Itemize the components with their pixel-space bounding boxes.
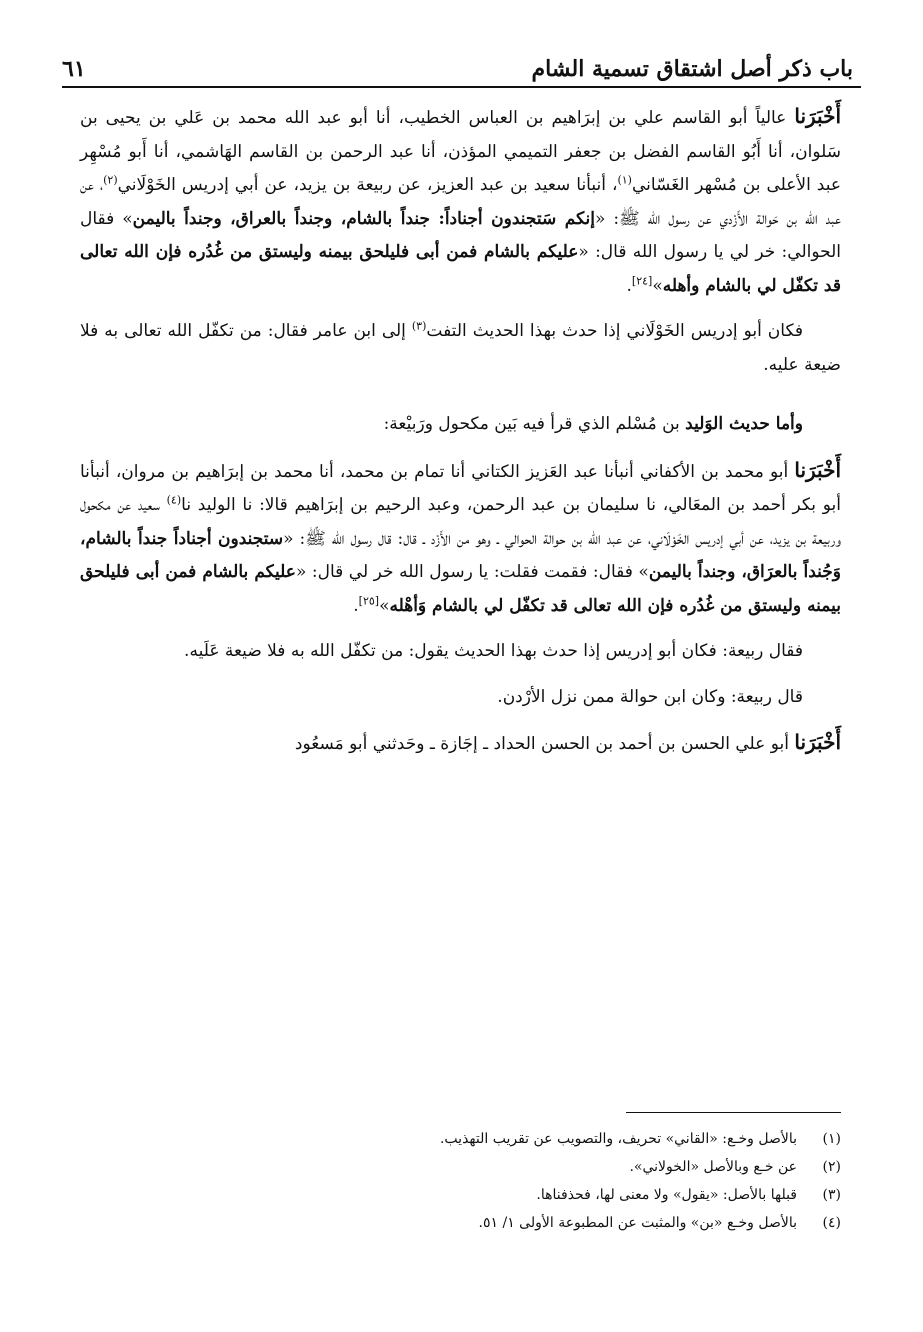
text-segment: ، أنبأنا سعيد بن عبد العزيز، عن ربيعة بن يزيد، عن أبي إدريس الخَوْلَاني [117, 175, 618, 195]
footnote-marker: (٣) [411, 319, 427, 333]
text-segment: ، عن عبد اللّٰه بن حَوالة الأَزْدي عن رسول الله ﷺ: « [80, 175, 842, 229]
footnote-number: (٣) [822, 1187, 841, 1203]
footnote-item [82, 1209, 841, 1237]
main-text [80, 100, 841, 762]
footnote-item [82, 1181, 841, 1209]
text-segment: أبو محمد بن الأكفاني أنبأنا عبد العَزيز الكتاني أنا تمام بن محمد، أنا محمد بن إبرَاهيم بن مروان، أنبأنا أبو بكر أحمد بن المعَالي، نا سليمان بن عبد الرحمن، وعبد الرحيم بن إبرَاهيم قالا: نا الوليد نا [80, 461, 841, 515]
reference-number: [٢٥] [358, 593, 380, 607]
text-segment: » فقال: فقمت فقلت: يا رسول الله خر لي قال: « [295, 562, 649, 582]
footnote-number: (٢) [822, 1159, 841, 1175]
footnote-item [82, 1153, 841, 1181]
paragraph-5 [80, 635, 841, 669]
keyword-akhbarana: أَخْبَرَنا [794, 730, 841, 754]
text-segment: » فقال الحوالي: خر لي يا رسول الله قال: « [80, 208, 842, 262]
header-divider [62, 86, 861, 88]
paragraph-7 [80, 726, 841, 762]
text-segment: فكان أبو إدريس الخَوْلَاني إذا حدث بهذا الحديث التفت [426, 321, 803, 341]
hadith-bold-text: ستجندون أجناداً جنداً بالشام، وَجُنداً بالعرَاق، وجنداً باليمن [80, 528, 841, 582]
text-segment: » [652, 275, 663, 296]
text-segment: سعيد عن مكحول وربيعة بن يزيد، عن أبي إدريس الخَوْلَاني، عن عبد اللّٰه بن حوالة الحوالي ـ وهو من الأَزْد ـ قال: قال رسول الله ﷺ: « [80, 495, 842, 549]
keyword-akhbarana: أَخْبَرَنا [794, 104, 841, 128]
footnote-number: (١) [822, 1131, 841, 1147]
footnote-item [82, 1125, 841, 1153]
text-segment: قال ربيعة: وكان ابن حوالة ممن نزل الأرْدن. [497, 686, 803, 707]
keyword-akhbarana: أَخْبَرَنا [794, 457, 841, 482]
footnotes [82, 1125, 841, 1237]
footnote-marker: (٤) [166, 493, 182, 507]
hadith-bold-text: عليكم بالشام فمن أبى فليلحق بيمنه وليستق من غُدُره فإن الله تعالى قد تكفّل لي بالشام وأهله [80, 242, 841, 296]
hadith-bold-text: عليكم بالشام فمن أبى فليلحق بيمنه وليستق من غُدُره فإن الله تعالى قد تكفّل لي بالشام وَأهْله [80, 562, 841, 616]
footnote-text: قبلها بالأصل: «يقول» ولا معنى لها، فحذفناها. [536, 1187, 797, 1203]
paragraph-3 [80, 408, 841, 442]
text-segment: بن مُسْلم الذي قرأ فيه بَين مكحول ورَبيْعة: [383, 414, 686, 434]
paragraph-4 [80, 454, 841, 624]
paragraph-6 [80, 681, 841, 715]
hadith-bold-text: إنكم سَتجندون أجناداً: جنداً بالشام، وجنداً بالعراق، وجنداً باليمن [132, 208, 595, 229]
text-segment: . [626, 275, 632, 296]
footnote-text: بالأصل وخـع: «القاني» تحريف، والتصويب عن تقريب التهذيب. [439, 1131, 797, 1147]
reference-number: [٢٤] [631, 273, 653, 287]
text-segment: إلى ابن عامر فقال: من تكفّل الله تعالى به فلا ضيعة عليه. [80, 321, 841, 375]
section-lead-bold: وأما حديث الوَليد [685, 414, 803, 434]
chapter-title: باب ذكر أصل اشتقاق تسمية الشام [531, 56, 853, 82]
text-segment: » [379, 595, 390, 616]
text-segment: أبو علي الحسن بن أحمد بن الحسن الحداد ـ إجَازة ـ وحَدثني أبو مَسعُود [294, 734, 795, 754]
text-segment: فقال ربيعة: فكان أبو إدريس إذا حدث بهذا الحديث يقول: من تكفّل الله به فلا ضيعة عَلَيه. [184, 641, 803, 661]
text-segment: . [353, 595, 359, 616]
footnote-marker: (١) [617, 173, 632, 187]
footnote-marker: (٢) [103, 173, 118, 187]
footnote-text: بالأصل وخـع «بن» والمثبت عن المطبوعة الأولى ١/ ٥١. [478, 1215, 797, 1231]
footnote-text: عن خـع وبالأصل «الخولاني». [629, 1159, 797, 1175]
page-number: ٦١ [62, 56, 86, 82]
page-header [62, 38, 853, 82]
footnote-divider [626, 1112, 841, 1113]
footnote-number: (٤) [822, 1215, 841, 1231]
text-segment: عالياً أبو القاسم علي بن إبرَاهيم بن العباس الخطيب، أنا أبو عبد الله محمد بن عَلي بن يحيى بن سَلوان، أنا أَبُو القاسم الفضل بن جعفر التميمي المؤذن، أنا عبد الرحمن بن القاسم الهَاشمي، أنا أَبو مُسْهِر عبد الأعلى بن مُسْهر الغَسّاني [80, 108, 841, 195]
paragraph-2 [80, 315, 841, 382]
paragraph-1 [80, 100, 841, 303]
